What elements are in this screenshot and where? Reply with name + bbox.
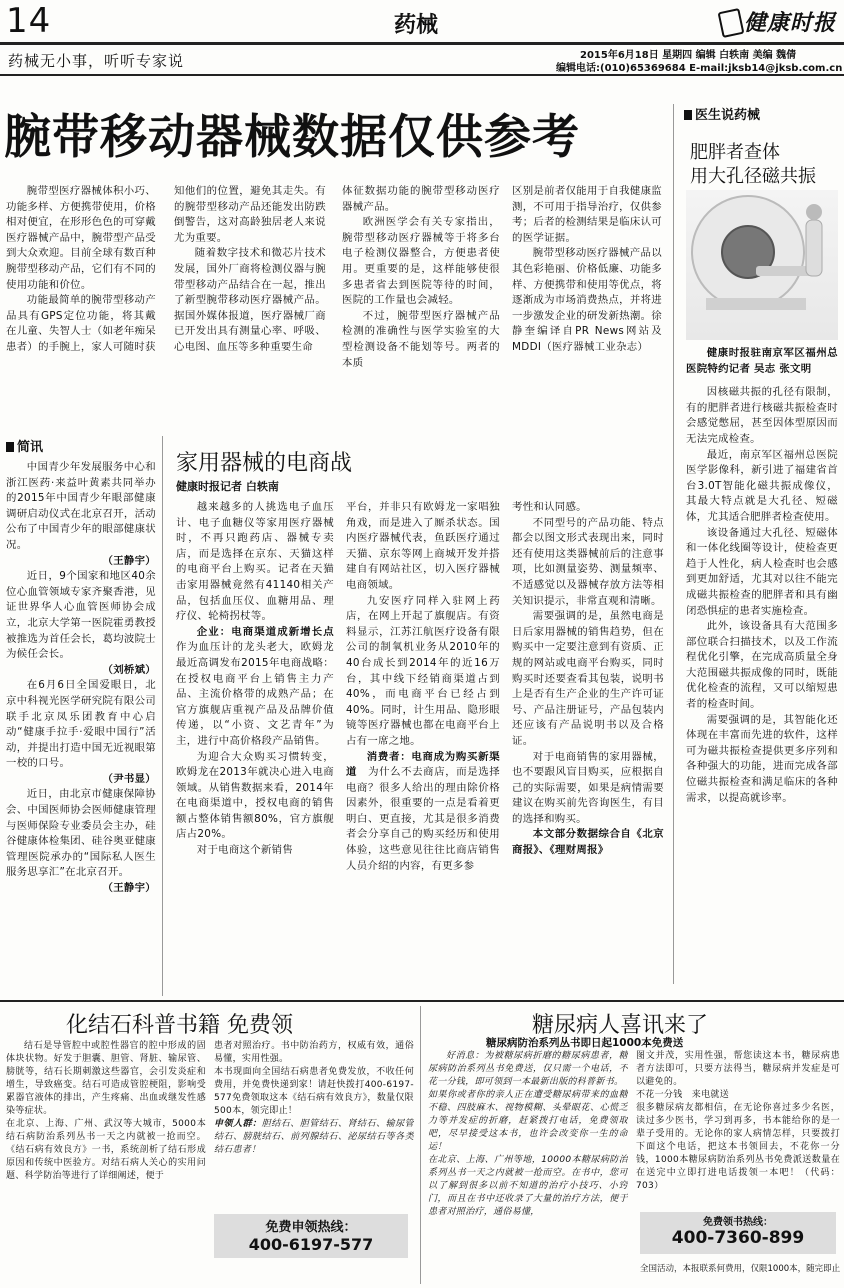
doctor-title-line-1: 肥胖者查体 [690,142,780,163]
ad-left-col-1 [6,1040,206,1284]
doctor-paragraph: 因核磁共振的孔径有限制，有的肥胖者进行核磁共振检查时会感觉憋屈，甚至因体型原因而无法完成检查。 [686,386,838,445]
ad-right-subtitle: 糖尿病防治系列丛书即日起1000本免费送 [486,1037,684,1049]
doctor-title-line-2: 用大孔径磁共振 [690,166,816,187]
ads-divider [420,1006,421,1284]
brief-author: （王静宇） [102,554,156,567]
section-name: 药械 [394,12,439,38]
ecommerce-paragraph [346,594,500,750]
brief-author: （王静宇） [102,882,156,895]
ad-right-col-1 [428,1050,628,1284]
ecommerce-paragraph [176,750,334,844]
ecommerce-paragraph [346,750,500,875]
readers-list: 胆结石、胆管结石、肾结石、输尿管结石、膀胱结石、前列腺结石、泌尿结石等各类结石患者！ [214,1119,414,1155]
main-paragraph: 欧洲医学会有关专家指出，腕带型移动医疗器械等于将多台电子检测仪器整合，方便患者使用。更重要的是，这样能够使很多患者省去到医院等待的时间，医院的工作量也会减轻。 [342,216,500,307]
ecommerce-paragraph [176,843,334,859]
main-col-2 [174,184,326,434]
ecommerce-text: 对于电商销售的家用器械，也不要跟风盲目购买，应根据自己的实际需要，如果是病情需要建议在购买前先咨询医生，有目的选择和购买。 [512,750,664,825]
header-slogan: 药械无小事，听听专家说 [8,52,185,70]
brief-item: 近日，9个国家和地区40余位心血管领域专家齐聚香港，见证世界华人心血管医师协会成立，北京大学第一医院霍勇教授被推选为首任会长，葛均波院士为候任会长。 [6,570,156,661]
ecommerce-text: 为迎合大众购买习惯转变，欧姆龙在2013年就决心进入电商领域。从销售数据来看，2014年在电商渠道中，授权电商的销售额占整体销售额80%，官方旗舰店占20%。 [176,750,334,841]
main-paragraph: 不过，腕带型医疗器械产品检测的准确性与医学实验室的大型检测设备不能划等号。两者的本质 [342,309,500,369]
ecommerce-col-3 [512,500,664,990]
ad-left-text: 患者对照治疗。书中防治药方，权威有效，通俗易懂，实用性强。 本书现面向全国结石病患者免费发放，不收任何费用，并免费快递到家！请赶快拨打400-6197-577免费领取这本《结石病有效良方》，数量仅限500本，领完即止！ [214,1041,414,1116]
doctor-paragraph: 最近，南京军区福州总医院医学影像科，新引进了福建省首台3.0T智能化磁共振成像仪，其最大特点就是大孔径、短磁体，尤其适合肥胖者检查使用。 [686,448,838,523]
ecommerce-col-2 [346,500,500,990]
ecommerce-title: 家用器械的电商战 [176,451,353,476]
ads-top-rule [0,1000,844,1002]
ad-right-footnote: 全国活动，本报联系何费用，仅限1000本，随完即止 [640,1264,841,1274]
ad-right-title: 糖尿病人喜讯来了 [532,1013,709,1038]
doctor-paragraph: 该设备通过大孔径、短磁体和一体化线圈等设计，使检查更趋于人性化，病人检查时也会感到更加舒适，尤其对以往不能完成磁共振检查的肥胖者和具有幽闭恐惧症的患者实施检查。 [686,526,838,617]
header-bottom-rule [0,74,844,76]
ecommerce-paragraph [512,516,664,610]
ecommerce-text: 越来越多的人挑选电子血压计、电子血糖仪等家用医疗器械时，不再只跑药店、器械专卖店，而是选择在京东、天猫这样的电商平台上购买。记者在天猫击家用器械竟然有41140相关产品，包括血压仪、血糖用品、理疗仪、轮椅拐杖等。 [176,501,334,623]
ecommerce-paragraph [512,609,664,749]
doctor-body [686,346,838,986]
ad-right-text: 好消息：为被糖尿病折磨的糖尿病患者，糖尿病防治系列丛书免费送，仅只需一个电话，不花一分钱，即可领到一本最新出版的科普新书。 如果你或者你的亲人正在遭受糖尿病带来的血糖不稳、四肢麻木、视物模糊、头晕眼花、心慌乏力等并发症的折磨，赶紧拨打电话，免费领取吧，尽早接受这本书，也许会改变你一生的命运！ 在北京、上海、广州等地，10000本糖尿病防治系列丛书一天之内就被一抢而空。在书中，您可以了解到很多以前不知道的治疗小技巧、小窍门，而且在书中还收录了大量的治疗方法，便于患者对照治疗，通俗易懂， [428,1051,628,1217]
ecommerce-byline: 健康时报记者 白轶南 [176,480,279,493]
main-col-3 [342,184,500,434]
date-line: 2015年6月18日 星期四 编辑 白轶南 美编 魏倩 [580,50,797,61]
ecommerce-text: 九安医疗同样入驻网上药店，在网上开起了旗舰店。有资料显示，江苏江航医疗设备有限公司的制氧机业务从2010年的40台成长到2014年的近16万台，其中线下经销商渠道占到40%，而电商平台已经占到40%。同时，计生用品、隐形眼镜等医疗器械也都在电商平台上占有一席之地。 [346,594,500,747]
ad-right-text: 图文并茂，实用性强，帮您读这本书，糖尿病患者方法即可，只要方法得当，糖尿病并发症是可以避免的。 不花一分钱 来电就送 很多糖尿病友都相信，在无论你喜过多少名医，读过多少医书，学习到再多，书本能给你的是一辈子受用的。无论你的家人病情怎样，只要拨打下面这个电话，把这本书领回去，不花你一分钱，1000本糖尿病防治系列丛书免费派送数量在在送完中立即打进电话拨领一本吧！（代码：703） [636,1051,840,1191]
ecommerce-text: 不同型号的产品功能、特点都会以图文形式表现出来，同时还有使用这类器械前后的注意事项，比如测量姿势、测量频率、不适感觉以及器械存放方法等相关知识提示，非常直观和清晰。 [512,516,664,607]
brief-item: 在6月6日全国爱眼日，北京中科视光医学研究院有限公司联手北京凤乐团教育中心启动“健康手拉手·爱眼中国行”活动，并提出打造中国无近视眼第一校的口号。 [6,679,156,770]
ecommerce-text: 本文部分数据综合自《北京商报》、《理财周报》 [512,828,664,857]
ecommerce-text: 作为血压计的龙头老大，欧姆龙最近高调发布2015年电商战略：在授权电商平台上销售主力产品、主流价格带的成熟产品；在官方旗舰店重视产品及品牌价值传递，以“小资、文艺青年”为主，进行中高价格段产品销售。 [176,641,334,747]
brief-author: （尹书显） [102,772,156,785]
ad-left-readers [214,1118,414,1157]
ecommerce-lead: 企业：电商渠道成新增长点 [196,625,334,638]
brief-divider [162,436,163,996]
main-paragraph: 腕带型移动医疗器械产品以其色彩艳丽、价格低廉、功能多样、方便携带和使用等优点，将逐渐成为市场消费热点，并将进一步激发企业的研发新热潮。徐静奎编译自PR News网站及MDDI（医疗器械工业杂志） [512,247,662,353]
ecommerce-paragraph [512,500,664,516]
doctor-paragraph: 需要强调的是，其智能化还体现在丰富而先进的软件，这样可为磁共振检查提供更多序列和各种强大的功能，进而完成各部位磁共振检查和满足临床的各种需求，以提高就诊率。 [686,713,838,804]
brief-body [6,460,156,990]
brief-item: 中国青少年发展服务中心和浙江医药·来益叶黄素共同举办的2015年中国青少年眼部健康调研启动仪式在北京召开，活动公布了中国青少年的眼部健康状况。 [6,461,156,551]
ecommerce-text: 需要强调的是，虽然电商是日后家用器械的销售趋势，但在购买中一定要注意到有资质、正规的网站或电商平台购买，同时购买时还要查看其包装，说明书上是否有生产企业的生产许可证号、产品注册证号，产品包装内还应该有产品说明书以及合格证。 [512,610,664,747]
right-column-divider [673,104,674,984]
ad-left-phone[interactable]: 400-6197-577 [248,1235,374,1254]
ad-left-text: 结石是导管腔中或腔性器官的腔中形成的固体块状物。好发于胆囊、胆管、肾脏、输尿管、膀胱等，结石长期刺激这些器官，会引发炎症和增生，导致癌变。结石可造成管腔梗阻，影响受累器官液体的排出，产生疼痛、出血或继发性感染等症状。 在北京、上海、广州、武汉等大城市，5000本结石病防治系列丛书一天之内就被一抢而空。《结石病有效良方》一书，系统剖析了结石形成原因和传统中医验方。对结石病人关心的实用问题、科学防治等进行了详细阐述，便于 [6,1041,206,1181]
page-number: 14 [6,1,52,41]
brief-author: （刘桥斌） [102,663,156,676]
main-paragraph: 区别是前者仅能用于自我健康监测，不可用于指导治疗，仅供参考；后者的检测结果是临床认可的医学证据。 [512,185,662,244]
ecommerce-paragraph [512,750,664,828]
main-headline: 腕带移动器械数据仅供参考 [4,110,580,165]
ad-right-phone-box [640,1212,836,1254]
ecommerce-text: 考性和认同感。 [512,501,587,513]
main-col-1 [6,184,156,434]
ecommerce-paragraph [176,500,334,625]
ecommerce-col-1 [176,500,334,990]
ecommerce-paragraph [346,500,500,594]
main-col-4 [512,184,662,434]
ecommerce-text: 平台，并非只有欧姆龙一家唱独角戏，而是进入了厮杀状态。国内医疗器械代表，鱼跃医疗通过天猫、京东等网上商城开发并搭建自有网站社区，切入医疗器械电商领域。 [346,501,500,591]
logo-mark-icon [718,8,745,38]
main-paragraph: 腕带型医疗器械体积小巧、功能多样、方便携带使用，价格相对便宜，在形形色色的可穿戴医疗器械产品中，腕带型产品受到大众欢迎。目前全球有数百种腕带型移动产品，它们有不同的使用功能和价位。 [6,185,156,291]
ecommerce-paragraph [176,625,334,750]
ecommerce-lead: 消费者：电商成为购买新渠道 [346,750,500,779]
main-paragraph: 功能最简单的腕带型移动产品具有GPS定位功能，将其戴在儿童、失智人士（如老年痴呆患者）的手腕上，家人可随时获 [6,294,156,353]
mri-scanner-photo-icon [686,190,838,340]
ad-left-phone-box [214,1214,408,1258]
main-paragraph: 体征数据功能的腕带型移动医疗器械产品。 [342,185,500,213]
mri-illustration [686,190,838,340]
brief-item: 近日，由北京市健康保障协会、中国医师协会医师健康管理与医师保险专业委员会主办，硅谷健康体检集团、硅谷奥亚健康管理医院承办的“国际私人医生服务思享汇”在北京召开。 [6,788,156,879]
main-paragraph: 随着数字技术和微芯片技术发展，国外厂商将检测仪器与腕带型移动产品结合在一起，推出了新型腕带移动医疗器械产品。据国外媒体报道，医疗器械厂商已开发出具有测量心率、呼吸、心电图、血压等多种重要生命 [174,247,326,353]
paper-logo [720,4,844,40]
ad-right-phone[interactable]: 400-7360-899 [671,1228,805,1248]
ecommerce-text: 对于电商这个新销售 [196,844,294,857]
ad-left-title: 化结石科普书籍 免费领 [66,1013,293,1038]
doctor-column-name: 医生说药械 [684,104,760,123]
ad-left-phone-label: 免费申领热线： [265,1220,357,1235]
brief-title: 简讯 [6,436,43,455]
ad-left-col-2 [214,1040,414,1190]
main-paragraph: 知他们的位置，避免其走失。有的腕带型移动产品还能发出防跌倒警告，这对高龄独居老人来说尤为重要。 [174,185,326,244]
ad-right-col-2 [636,1050,840,1206]
ad-right-phone-label: 免费领书热线： [703,1217,773,1228]
ecommerce-text: 为什么不去商店，而是选择电商？很多人给出的理由除价格因素外，很重要的一点是看着更明白、更直接，尤其是很多消费者会分享自己的购买经历和使用体验，这些意见往往比商店销售人员介绍的内容，有更多参 [346,766,500,872]
doctor-byline: 健康时报驻南京军区福州总医院特约记者 吴志 张文明 [686,347,838,375]
doctor-paragraph: 此外，该设备具有大范围多部位联合扫描技术，以及工作流程优化引擎，在完成高质量全身大范围磁共振成像的同时，既能优化检查的流程，又可以缩短患者的检查时间。 [686,620,838,711]
readers-label: 申领人群： [214,1119,262,1129]
header-top-rule [0,42,844,45]
ecommerce-paragraph [512,827,664,858]
contact-line: 编辑电话:(010)65369684 E-mail:jksb14@jksb.com.cn [556,63,843,74]
logo-text: 健康时报 [744,10,837,36]
